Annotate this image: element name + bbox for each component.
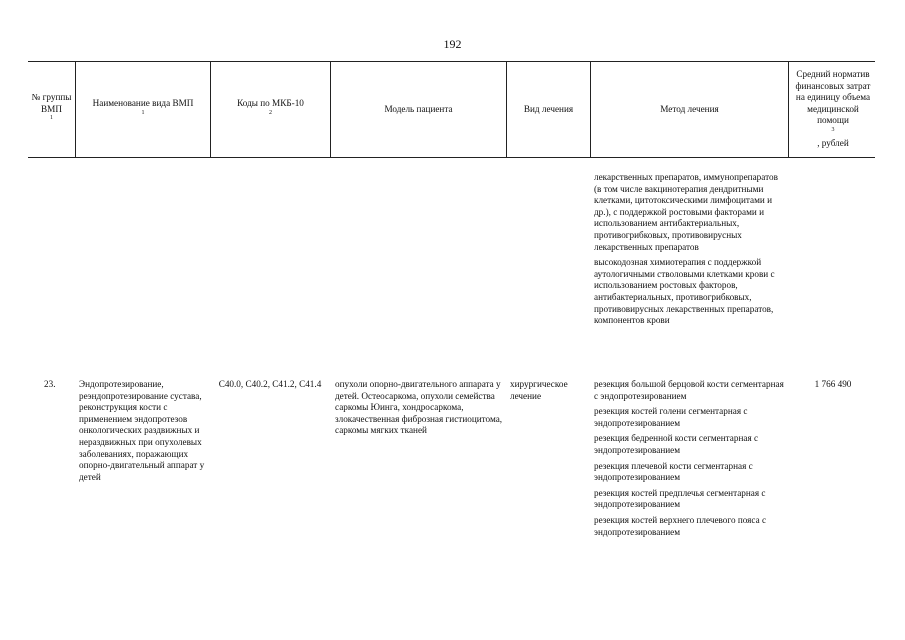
row-patient-model: опухоли опорно-двигательного аппарата у детей. Остеосаркома, опухоли семейства саркомы Юинга, хондросаркома, злокачественная фиброзная гистиоцитома, саркомы мягких тканей xyxy=(335,379,503,436)
header-patient-model: Модель пациента xyxy=(384,103,453,114)
method-text: лекарственных препаратов, иммунопрепаратов (в том числе вакцинотерапия дендритными клетками, цитотоксическими лимфоцитами и др.), с поддержкой ростовыми факторами и использованием антибактериальных, противогрибковых, противовирусных лекарственных препаратов xyxy=(594,172,778,252)
table-header-bottom-border xyxy=(28,157,875,158)
row-methods xyxy=(594,379,784,542)
header-treatment-type: Вид лечения xyxy=(523,103,574,114)
header-method: Метод лечения xyxy=(660,103,719,114)
method-text: резекция костей предплечья сегментарная с эндопротезированием xyxy=(594,487,766,510)
column-divider xyxy=(788,61,789,158)
header-cost: Средний норматив финансовых затрат на единицу объема медицинской помощи $^3$ , рублей xyxy=(795,68,871,149)
row-cost: 1 766 490 xyxy=(814,379,852,389)
row-icd-codes: C40.0, C40.2, C41.2, C41.4 xyxy=(218,379,322,389)
page-number: 192 xyxy=(443,37,462,51)
method-text: резекция большой берцовой кости сегментарная с эндопротезированием xyxy=(594,379,784,401)
method-text: резекция костей голени сегментарная с эндопротезированием xyxy=(594,406,748,428)
method-text: резекция костей верхнего плечевого пояса с эндопротезированием xyxy=(594,514,767,537)
header-group-number: № группы ВМП $^1$ xyxy=(31,92,72,122)
header-vmp-name: Наименование вида ВМП $^1$ xyxy=(92,97,194,116)
row-number: 23. xyxy=(44,379,56,389)
row-vmp-name: Эндопротезирование, реэндопротезирование сустава, реконструкция кости с применением эндопротезов онкологических раздвижных и нераздвижных при опухолевых заболеваниях, поражающих опорно-двигательный аппарат у детей xyxy=(79,379,205,482)
method-text: резекция плечевой кости сегментарная с эндопротезированием xyxy=(594,460,753,483)
method-text: резекция бедренной кости сегментарная с эндопротезированием xyxy=(594,433,759,455)
header-icd-codes: Коды по МКБ-10 $^2$ xyxy=(237,97,304,116)
row-treatment-type: хирургическое лечение xyxy=(510,379,568,401)
continued-methods xyxy=(594,172,784,331)
method-text: высокодозная химиотерапия с поддержкой аутологичными стволовыми клетками крови с использованием ростовых факторов, антибактериальных, противогрибковых, противовирусных лекарственных препаратов, компонентов крови xyxy=(594,257,775,326)
